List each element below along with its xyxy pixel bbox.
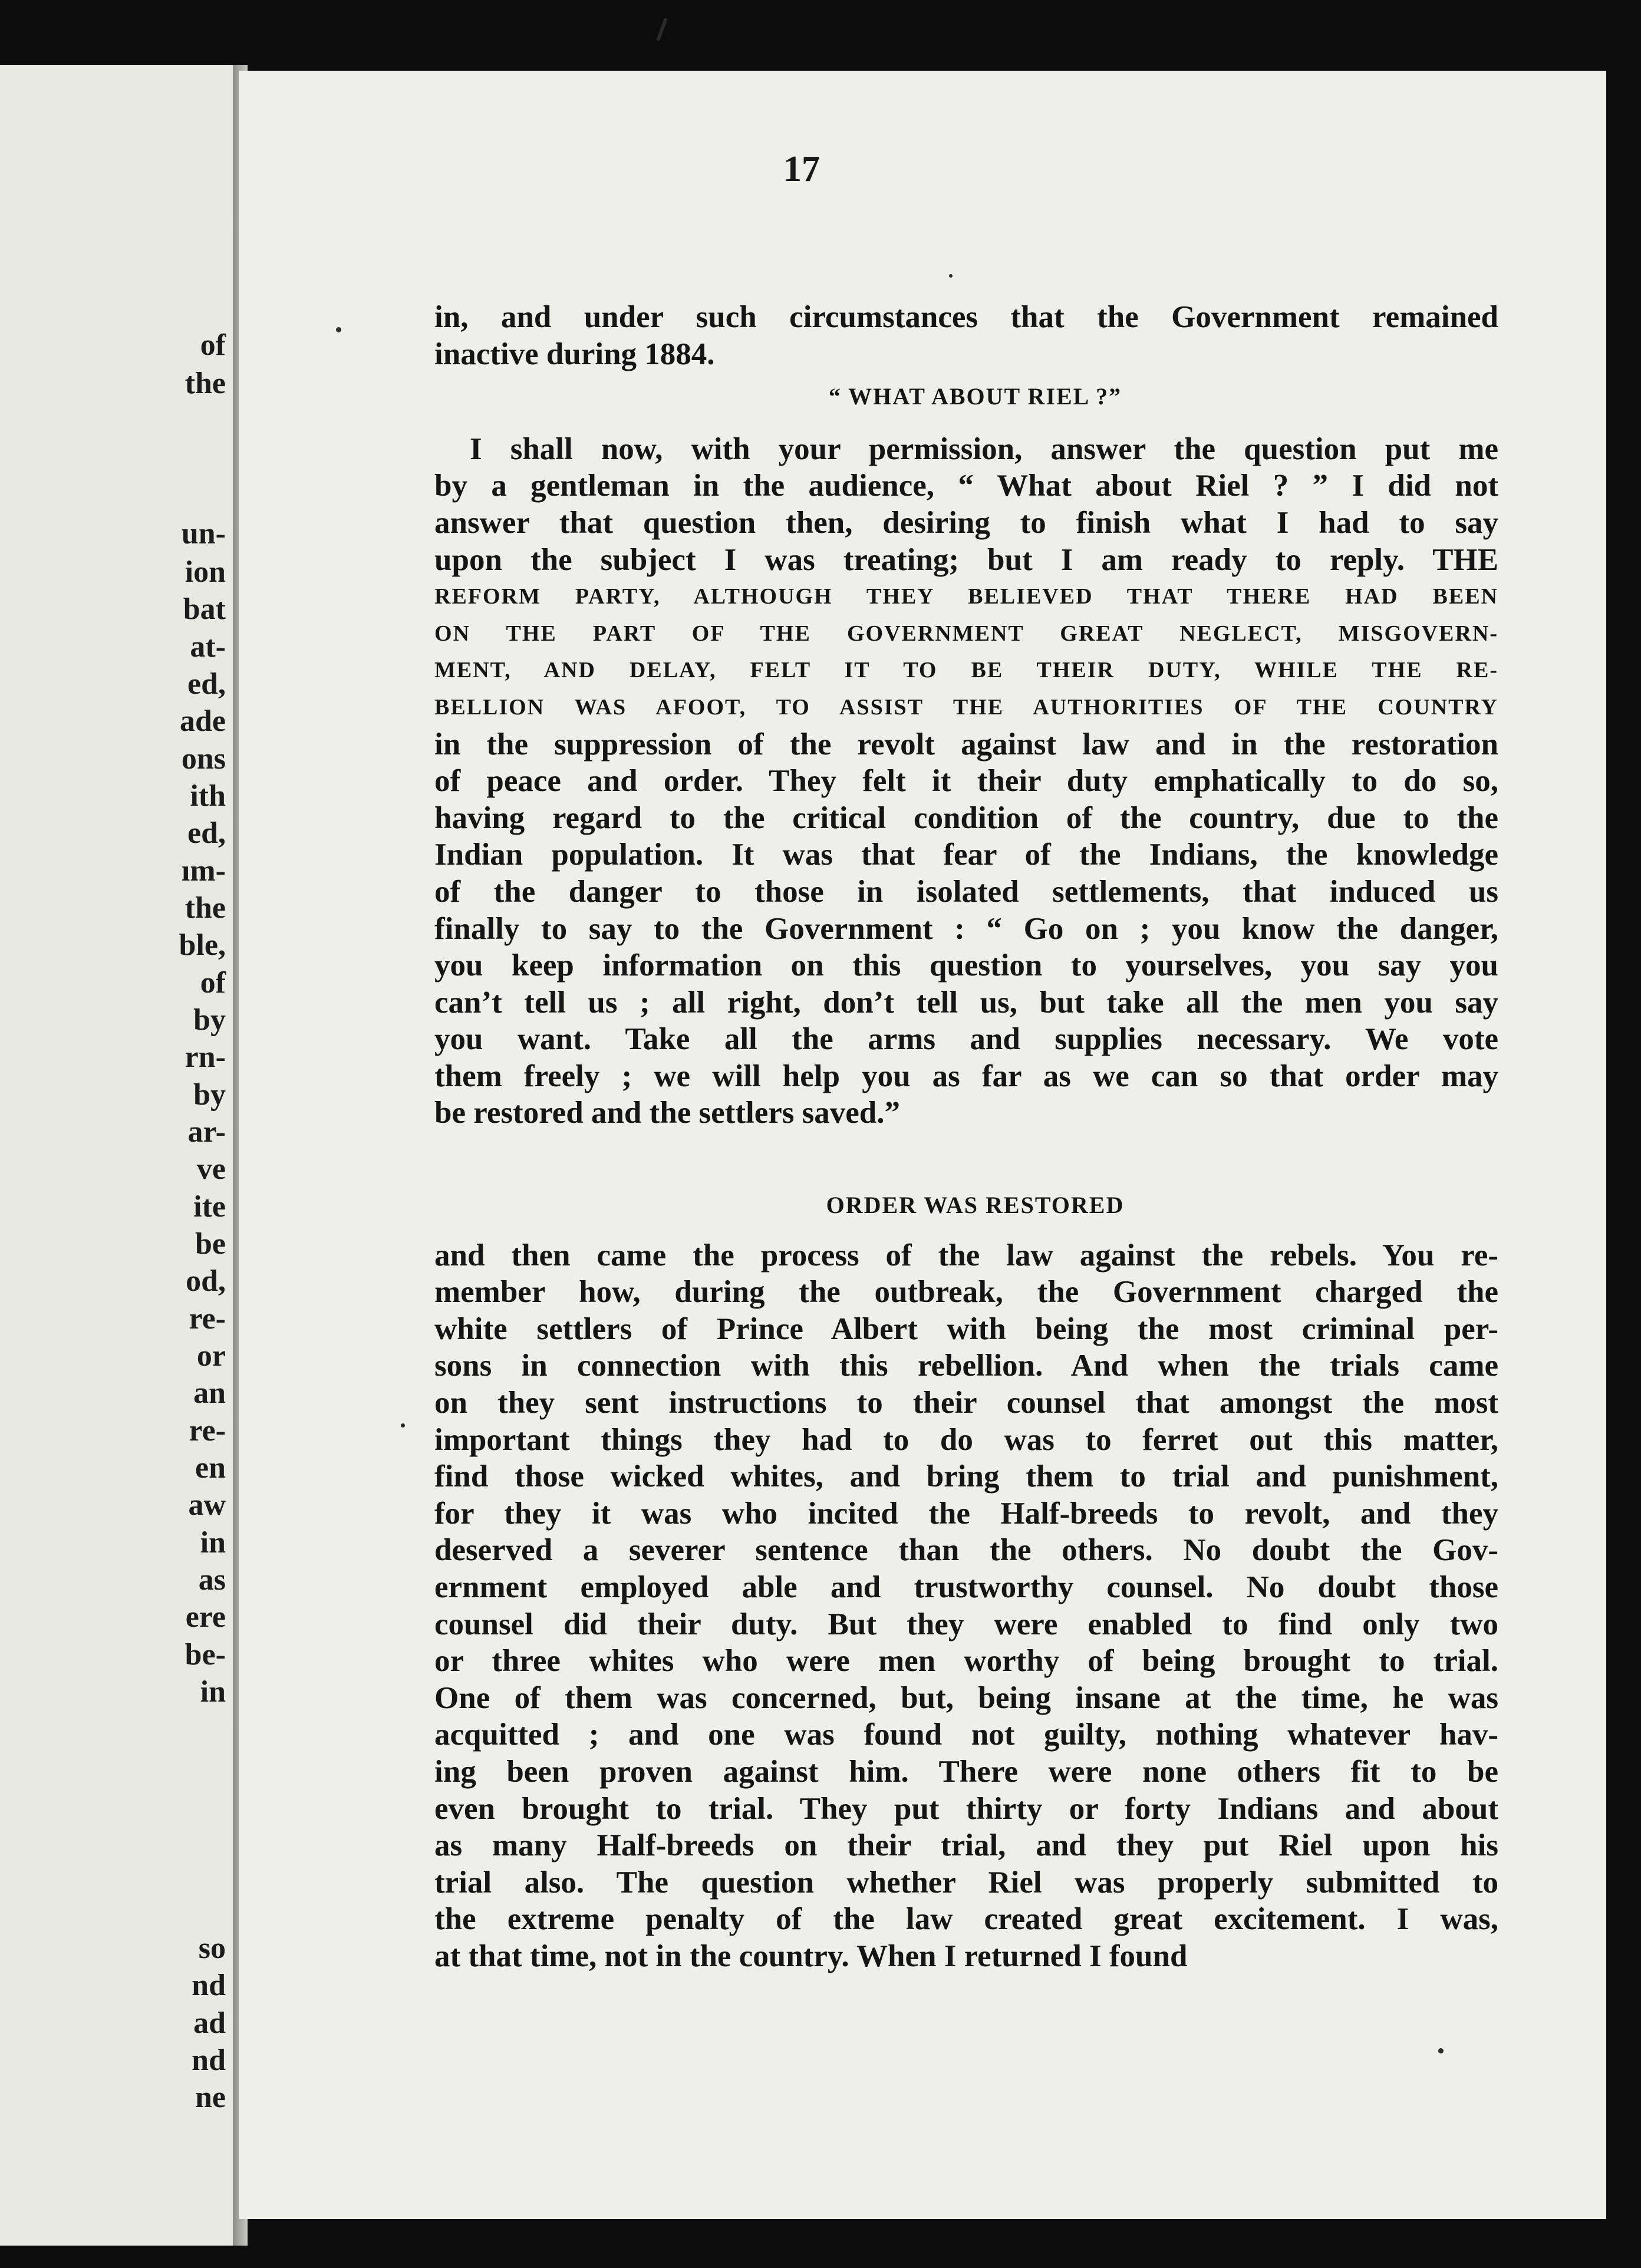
text-line: them freely ; we will help you as far as we can so that order may [434, 1059, 1498, 1093]
margin-fragment: or [196, 1339, 226, 1373]
page-edge [0, 65, 1, 2246]
text-line: member how, during the outbreak, the Government charged the [434, 1275, 1498, 1310]
margin-fragment: at- [190, 630, 226, 664]
text-line: trial also. The question whether Riel was properly submitted to [434, 1865, 1498, 1900]
margin-fragment: by [193, 1003, 226, 1037]
margin-fragment: re- [189, 1414, 226, 1448]
page-number: 17 [783, 149, 820, 189]
text-line: upon the subject I was treating; but I am ready to reply. THE [434, 542, 1498, 577]
margin-fragment: as [198, 1563, 226, 1597]
text-line: I shall now, with your permission, answer the question put me [470, 431, 1498, 466]
text-line: deserved a severer sentence than the others. No doubt the Gov- [434, 1533, 1498, 1568]
text-line: on they sent instructions to their counsel that amongst the most [434, 1386, 1498, 1420]
text-line: sons in connection with this rebellion. And when the trials came [434, 1349, 1498, 1383]
margin-fragment: ons [181, 742, 226, 776]
margin-fragment: ade [180, 704, 226, 738]
margin-fragment: the [184, 367, 226, 400]
text-line: be restored and the settlers saved.” [434, 1096, 901, 1130]
margin-fragment: be- [184, 1638, 226, 1672]
text-line: counsel did their duty. But they were enabled to find only two [434, 1607, 1498, 1641]
margin-fragment: of [200, 966, 226, 1000]
margin-fragment: ad [193, 2006, 226, 2040]
text-line: finally to say to the Government : “ Go on ; you know the danger, [434, 911, 1498, 946]
text-line: find those wicked whites, and bring them to trial and punishment, [434, 1459, 1498, 1494]
margin-fragment: ble, [179, 928, 226, 962]
text-line: in, and under such circumstances that the Government remained [434, 300, 1498, 334]
text-line: and then came the process of the law against the rebels. You re- [434, 1238, 1498, 1273]
text-line: can’t tell us ; all right, don’t tell us, but take all the men you say [434, 985, 1498, 1020]
margin-fragment: ım- [181, 854, 226, 888]
margin-fragment: rn- [184, 1040, 226, 1074]
margin-fragment: the [184, 891, 226, 925]
margin-fragment: so [198, 1931, 226, 1965]
text-line: acquitted ; and one was found not guilty, nothing whatever hav- [434, 1718, 1498, 1752]
text-line: of the danger to those in isolated settlements, that induced us [434, 874, 1498, 909]
body-text [434, 299, 1498, 1975]
text-line: BELLION WAS AFOOT, TO ASSIST THE AUTHORITIES OF THE COUNTRY [434, 694, 1498, 720]
text-line: at that time, not in the country. When I returned I found [434, 1939, 1188, 1973]
text-line: for they it was who incited the Half-breeds to revolt, and they [434, 1496, 1498, 1531]
text-line: white settlers of Prince Albert with being the most criminal per- [434, 1311, 1498, 1346]
margin-fragment: nd [192, 1969, 226, 2002]
text-line: of peace and order. They felt it their duty emphatically to do so, [434, 764, 1498, 799]
text-line: by a gentleman in the audience, “ What about Riel ? ” I did not [434, 469, 1498, 503]
section-heading: ORDER WAS RESTORED [826, 1192, 1125, 1219]
text-line: ON THE PART OF THE GOVERNMENT GREAT NEGLECT, MISGOVERN- [434, 621, 1498, 646]
margin-fragment: by [193, 1078, 226, 1112]
margin-fragment: ve [196, 1152, 226, 1186]
text-line: in the suppression of the revolt against law and in the restoration [434, 727, 1498, 762]
margin-fragment: ed, [187, 816, 226, 850]
margin-fragment: en [195, 1451, 226, 1485]
left-facing-page [0, 65, 236, 2246]
margin-fragment: ne [195, 2081, 226, 2114]
text-line: or three whites who were men worthy of being brought to trial. [434, 1644, 1498, 1679]
text-line: you keep information on this question to yourselves, you say you [434, 948, 1498, 983]
text-line: as many Half-breeds on their trial, and they put Riel upon his [434, 1828, 1498, 1863]
text-line: One of them was concerned, but, being insane at the time, he was [434, 1680, 1498, 1715]
text-line: Indian population. It was that fear of the Indians, the knowledge [434, 838, 1498, 872]
margin-fragment: aw [188, 1488, 226, 1522]
margin-fragment: in [200, 1526, 226, 1560]
margin-fragment: ed, [187, 667, 226, 701]
text-line: ernment employed able and trustworthy counsel. No doubt those [434, 1570, 1498, 1604]
margin-fragment: re- [189, 1302, 226, 1336]
text-line: the extreme penalty of the law created great excitement. I was, [434, 1902, 1498, 1937]
margin-fragment: ere [185, 1600, 226, 1634]
text-line: you want. Take all the arms and supplies necessary. We vote [434, 1022, 1498, 1057]
margin-fragment: ar- [187, 1115, 226, 1149]
margin-fragment: bat [183, 592, 226, 626]
margin-fragment: ith [190, 779, 226, 813]
text-line: having regard to the critical condition of the country, due to the [434, 800, 1498, 835]
margin-fragment: ion [184, 555, 226, 589]
text-line: REFORM PARTY, ALTHOUGH THEY BELIEVED THAT THERE HAD BEEN [434, 584, 1498, 609]
text-line: ing been proven against him. There were none others fit to be [434, 1754, 1498, 1789]
margin-fragment: in [200, 1675, 226, 1709]
margin-fragment: be [195, 1227, 226, 1261]
margin-fragment: of [200, 328, 226, 362]
margin-fragment: an [193, 1376, 226, 1410]
section-heading: “ WHAT ABOUT RIEL ?” [828, 383, 1122, 410]
margin-fragment: un- [181, 517, 226, 550]
margin-fragment: ite [193, 1190, 226, 1224]
text-line: important things they had to do was to ferret out this matter, [434, 1422, 1498, 1457]
text-line: answer that question then, desiring to finish what I had to say [434, 505, 1498, 540]
margin-fragment: od, [186, 1264, 226, 1298]
text-line: even brought to trial. They put thirty or forty Indians and about [434, 1791, 1498, 1826]
text-line: inactive during 1884. [434, 337, 715, 371]
margin-fragment: nd [192, 2043, 226, 2077]
text-line: MENT, AND DELAY, FELT IT TO BE THEIR DUTY, WHILE THE RE- [434, 658, 1498, 683]
